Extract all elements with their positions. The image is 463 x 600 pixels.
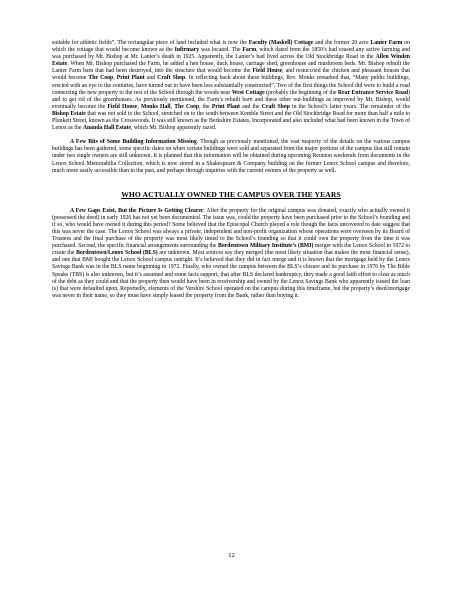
- bold-term: Bishop Estate: [52, 110, 86, 117]
- text-run: in the School’s latter years. The remainder of the: [289, 103, 411, 110]
- text-run: was located. The: [199, 47, 243, 54]
- text-run: . In reflecting back about these buildings, Rev. Monks remarked that, “Many public buildings, erected with an eye to the centuries, have turned out to have been less substantially constructed”. Two of the first things the School did were to build a road connecting the new property to the rest of the School through the woods near: [52, 75, 411, 96]
- bold-term: A Few Bits of Some Building Information Missing: [70, 139, 197, 146]
- bold-term: A Few Gaps Exist, But the Picture Is Getting Clearer: [70, 207, 204, 214]
- bold-term: Farm: [242, 47, 257, 54]
- text-run: ,: [137, 103, 141, 110]
- text-run: , the: [199, 103, 212, 110]
- text-run: ,: [170, 103, 175, 110]
- text-run: and: [144, 75, 158, 82]
- paragraph-ownership-gaps: [52, 208, 410, 300]
- document-page: [52, 40, 410, 300]
- text-run: are unknown. Most sources say they merged (the most likely situation that makes the most financial sense), and one that BMI bought the Lenox School campus outright. It’s believed that they did in fact merge and it is known that the mortgage held by the Lenox Savings Bank was in the BLS name beginning in 1972. Finally, who owned the campus between the BLS’s closure and its purchase in 1976 by The Bible Speaks (TBS) is also unknown, but it’s assumed and some facts support, that after BLS declared bankruptcy, they made a good faith effort to clear as much of the debt as they could and that the property then would have been in receivership and owned by the Lenox Savings Bank who apparently issued the loan (s) that were defaulted upon. Reportedly, elements of the Vershire School operated on the campus during this timeframe, but the property’s deed/mortgage was never in their name, so they must have simply leased the property from the Bank, rather than buying it.: [52, 250, 411, 299]
- text-run: , which Mr. Bishop apparently razed.: [131, 125, 217, 132]
- text-run: ,: [113, 75, 117, 82]
- text-run: and the former 20 acre: [313, 40, 371, 46]
- bold-term: Infirmary: [174, 47, 200, 54]
- bold-term: Monks Hall: [140, 103, 171, 110]
- bold-term: Faculty (Maskell) Cottage: [248, 40, 314, 46]
- bold-term: Bordentown/Lenox School (BLS): [76, 250, 158, 257]
- bold-term: Allen Winden Estate: [52, 54, 410, 68]
- text-run: , and restuccoed the chicken and pheasant houses that would become: [52, 68, 410, 82]
- text-run: suitable for athletic fields”. The rectangular piece of land included what is now the: [52, 40, 249, 46]
- bold-term: Field House: [252, 68, 283, 75]
- text-run: ) and to get rid of the greenhouses. As previously mentioned, the Farm’s rebuilt barn and these other out-buildings as improved by Mr. Bishop, would eventually become the: [52, 89, 411, 110]
- text-run: . Though as previously mentioned, the vast majority of the details on the various campus buildings has been gathered, some specific dates on when certain buildings were sold and separated from the major portions of the campus that still remain under two single owners are still unknown. It is planned that this information will be obtained during upcoming Reunion weekends from documents in the Lenox School Memorabilia Collection, which is now stored in a Shakespeare & Company building on the former Lenox School campus and therefore, much more easily accessible than in the past, and perhaps through inquiries with the current owners of the property as well.: [52, 139, 410, 174]
- bold-term: Craft Shop: [157, 75, 186, 82]
- paragraph-missing-information: [52, 139, 410, 174]
- bold-term: Bordentown Military Institute’s (BMI): [218, 243, 314, 250]
- paragraph-bishop-farm: [52, 40, 410, 132]
- bold-term: Ananda Hall Estate: [82, 125, 132, 132]
- text-run: (probably the beginning of the: [264, 89, 338, 96]
- bold-term: Print Plant: [211, 103, 240, 110]
- bold-term: Craft Shop: [261, 103, 290, 110]
- section-heading: WHO ACTUALLY OWNED THE CAMPUS OVER THE YEARS: [121, 189, 341, 199]
- bold-term: The Coop: [174, 103, 200, 110]
- text-run: and the: [239, 103, 262, 110]
- bold-term: Lanier Farm: [370, 40, 403, 46]
- page-number: 12: [228, 552, 235, 559]
- bold-term: The Coop: [88, 75, 114, 82]
- text-run: on which the cottage that would become known as the: [52, 40, 411, 54]
- bold-term: Rear Entrance Service Road: [337, 89, 409, 96]
- text-run: , which dated from the 1850’s had ceased any active farming and was purchased by Mr. Bishop at Mr. Lanier’s death in 1925. Apparently, the Lanier’s had lived across the Old Stockbridge Road in the: [52, 47, 410, 61]
- bold-term: Field House: [107, 103, 138, 110]
- text-run: . When Mr. Bishop purchased the Farm, he added a hen house, duck house, carriage shed, greenhouse and mushroom beds. Mr. Bishop rebuilt the Lanier Farm barn that had been destroyed, into the structure that would become the: [52, 61, 410, 75]
- text-run: that was not sold to the School, stretched on to the south between Kemble Street and the Old Stockbridge Road for more than half a mile to Plunkett Street, known as the Crosswoods. It was still known as the Berkshire Estates, Incorporated and also included what had been known in the Town of Lenox as the: [52, 110, 410, 132]
- bold-term: Print Plant: [116, 75, 145, 82]
- text-run: merger with the Lenox School in 1972 to create the: [52, 243, 410, 257]
- text-run: . After the property for the original campus was donated, exactly who actually owned it (possessed the deed) in early 1926 has not yet been documented. The issue was, could the property have been purchased prior to the School’s founding and if so, who would have owned it during this period? Some believed that the Episcopal Church played a role though the facts uncovered to date suggest that this was never the case. The Lenox School was always a private, independent and non-profit organization whose operations were overseen by its Board of Trustees and the final purchase of the property was most likely timed to the School’s founding so that it could own the property from the time it was purchased. Second, the specific financial arrangements surrounding the: [52, 207, 410, 250]
- bold-term: West Cottage: [231, 89, 265, 96]
